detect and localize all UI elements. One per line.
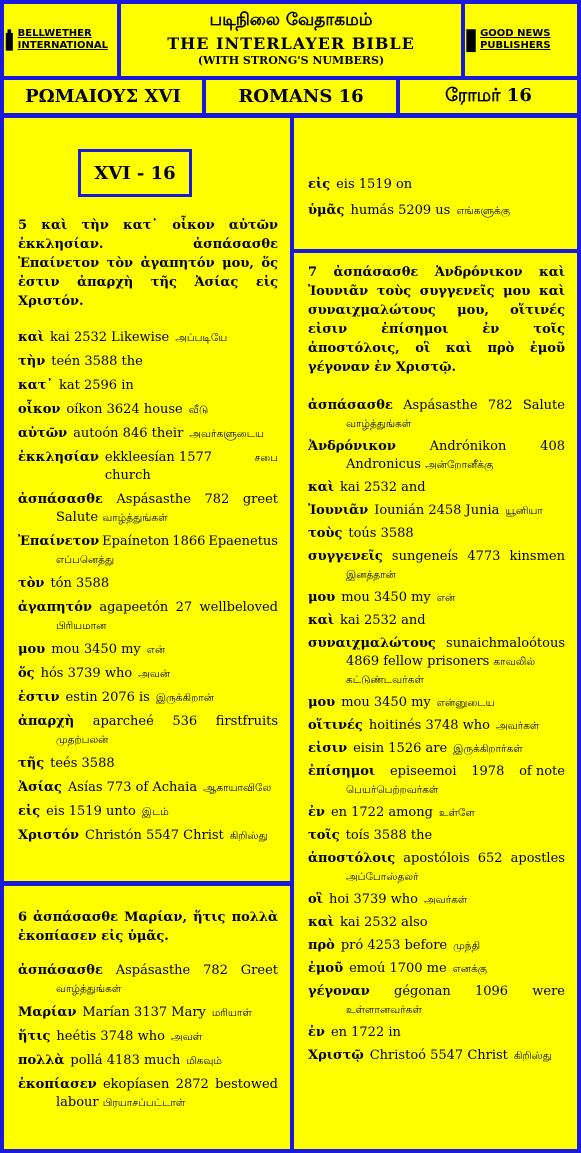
greek-word: συναιχμαλώτους bbox=[308, 636, 436, 651]
word-entry bbox=[18, 377, 278, 395]
tamil-gloss: என் bbox=[146, 644, 166, 656]
word-line bbox=[18, 575, 278, 593]
transliteration: agapeetón bbox=[99, 600, 169, 615]
greek-word: Ἀνδρόνικον bbox=[308, 439, 396, 454]
word-line bbox=[308, 397, 565, 415]
word-entry bbox=[18, 641, 278, 659]
word-line bbox=[308, 635, 565, 653]
verse-6-words bbox=[18, 962, 278, 1112]
word-line bbox=[308, 1047, 565, 1065]
word-gloss: kai 2532 and bbox=[340, 613, 426, 628]
greek-word: μου bbox=[18, 642, 46, 657]
greek-word: καὶ bbox=[308, 480, 335, 495]
word-gloss: toís 3588 the bbox=[345, 828, 433, 843]
english-gloss: greet bbox=[242, 492, 278, 507]
transliteration: sunaichmaloótous bbox=[446, 636, 565, 651]
word-entry bbox=[18, 962, 278, 998]
word-line bbox=[308, 891, 565, 909]
left-panel-verse5 bbox=[4, 118, 290, 881]
word-line bbox=[18, 803, 278, 821]
tamil-gloss: அப்போஸ்தலர் bbox=[346, 871, 419, 883]
greek-word: Ἐπαίνετον bbox=[18, 534, 100, 549]
english-gloss: were bbox=[532, 984, 565, 999]
word-line bbox=[18, 779, 278, 797]
word-continuation bbox=[308, 566, 565, 584]
word-line bbox=[18, 353, 278, 371]
word-entry bbox=[18, 599, 278, 635]
tamil-gloss: ஆகாயாவிலே bbox=[203, 782, 272, 794]
word-entry bbox=[18, 491, 278, 527]
word-entry bbox=[18, 449, 278, 485]
transliteration: Aspásasthe bbox=[403, 398, 478, 413]
verse-5-words bbox=[18, 329, 278, 845]
word-entry bbox=[18, 755, 278, 773]
greek-word: πρὸ bbox=[308, 938, 335, 953]
tamil-gloss: வீடு bbox=[188, 404, 209, 416]
tamil-gloss: சபை bbox=[254, 452, 278, 464]
word-entry bbox=[18, 425, 278, 443]
word-line bbox=[18, 425, 278, 443]
english-gloss-cont: Andronicus bbox=[346, 457, 426, 472]
greek-word: συγγενεῖς bbox=[308, 549, 383, 564]
word-gloss: autoón 846 their bbox=[73, 426, 184, 441]
strongs-number: 27 bbox=[175, 600, 193, 615]
word-gloss: teés 3588 bbox=[50, 756, 115, 771]
word-continuation bbox=[18, 731, 278, 749]
tamil-gloss: அவர்கள் bbox=[496, 720, 540, 732]
strongs-number: 4773 bbox=[467, 549, 501, 564]
greek-word: γέγοναν bbox=[308, 984, 370, 999]
ref-greek: ΡΩΜΑΙΟΥΣ XVI bbox=[4, 80, 202, 113]
word-line bbox=[18, 533, 278, 551]
word-line bbox=[308, 983, 565, 1001]
greek-word: ἀσπάσασθε bbox=[308, 398, 393, 413]
word-line bbox=[18, 962, 278, 980]
transliteration: Aspásasthe bbox=[115, 963, 191, 978]
word-gloss: humás 5209 us bbox=[350, 203, 451, 218]
english-gloss-cont: Salute bbox=[56, 510, 103, 525]
word-gloss: Iounián 2458 Junia bbox=[374, 503, 500, 518]
word-continuation bbox=[18, 617, 278, 635]
tamil-gloss: அன்றோனீக்கு bbox=[425, 459, 494, 471]
word-entry bbox=[308, 525, 565, 543]
english-gloss: kinsmen bbox=[509, 549, 565, 564]
transliteration: aparcheé bbox=[92, 714, 154, 729]
word-gloss: eis 1519 unto bbox=[46, 804, 136, 819]
greek-word: Ἰουνιᾶν bbox=[308, 503, 369, 518]
word-gloss: heétis 3748 who bbox=[56, 1029, 165, 1044]
strongs-number: 1978 bbox=[471, 764, 505, 779]
bellwether-logo bbox=[4, 4, 117, 76]
word-entry bbox=[308, 891, 565, 909]
word-continuation bbox=[308, 868, 565, 886]
word-entry bbox=[18, 401, 278, 419]
word-entry bbox=[18, 329, 278, 347]
word-entry bbox=[18, 575, 278, 593]
word-continuation bbox=[308, 456, 565, 474]
transliteration: Andrónikon bbox=[429, 439, 507, 454]
word-gloss: toús 3588 bbox=[348, 526, 414, 541]
greek-word: ἥτις bbox=[18, 1029, 51, 1044]
greek-word: ἐκκλησίαν bbox=[18, 450, 99, 465]
verse-6-words-cont bbox=[308, 176, 565, 220]
word-continuation bbox=[308, 415, 565, 433]
greek-word: τοὺς bbox=[308, 526, 343, 541]
greek-word: ἐμοῦ bbox=[308, 961, 344, 976]
greek-word: οἶκον bbox=[18, 402, 61, 417]
title-block bbox=[121, 4, 461, 76]
greek-word: αὐτῶν bbox=[18, 426, 68, 441]
word-entry bbox=[308, 960, 565, 978]
greek-word: ἀπαρχὴ bbox=[18, 714, 75, 729]
word-entry bbox=[18, 779, 278, 797]
word-line bbox=[308, 502, 565, 520]
bellwether-logo-text: BELLWETHER INTERNATIONAL bbox=[17, 28, 108, 51]
transliteration: sungeneís bbox=[391, 549, 459, 564]
tamil-gloss: வாழ்த்துங்கள் bbox=[102, 512, 168, 524]
transliteration: episeemoi bbox=[389, 764, 457, 779]
right-panel-top bbox=[294, 118, 577, 249]
greek-word: ἐπίσημοι bbox=[308, 764, 376, 779]
greek-word: μου bbox=[308, 695, 336, 710]
word-line bbox=[18, 755, 278, 773]
verse-6-text: 6 ἀσπάσασθε Μαρίαν, ἥτις πολλὰ ἐκοπίασεν εἰς ὑμᾶς. bbox=[18, 910, 278, 944]
word-line bbox=[18, 1028, 278, 1046]
word-line bbox=[18, 689, 278, 707]
transliteration: Epaíneton bbox=[102, 534, 170, 549]
word-entry bbox=[18, 1076, 278, 1112]
greek-word: πολλὰ bbox=[18, 1053, 65, 1068]
word-continuation bbox=[308, 781, 565, 799]
word-line bbox=[308, 914, 565, 932]
ref-english: ROMANS 16 bbox=[206, 80, 396, 113]
word-line bbox=[308, 1024, 565, 1042]
word-gloss: en 1722 among bbox=[330, 805, 433, 820]
word-entry bbox=[18, 665, 278, 683]
word-line bbox=[308, 763, 565, 781]
word-line bbox=[18, 401, 278, 419]
word-entry bbox=[308, 717, 565, 735]
tamil-gloss: கிறிஸ்து bbox=[513, 1050, 552, 1062]
word-entry bbox=[18, 803, 278, 821]
word-entry bbox=[308, 397, 565, 433]
greek-word: ἐν bbox=[308, 805, 325, 820]
greek-word: ὅς bbox=[18, 666, 35, 681]
word-line bbox=[308, 850, 565, 868]
strongs-number: 408 bbox=[540, 439, 565, 454]
tamil-gloss: வாழ்த்துங்கள் bbox=[346, 418, 412, 430]
word-entry bbox=[308, 202, 565, 220]
word-entry bbox=[18, 713, 278, 749]
verse-7-text: 7 ἀσπάσασθε Ἀνδρόνικον καὶ Ἰουνιᾶν τοὺς συγγενεῖς μου καὶ συναιχμαλώτους μου, οἵτινές εἰσιν ἐπίσημοι ἐν τοῖς ἀποστόλοις, οἳ καὶ πρὸ ἐμοῦ γέγοναν ἐν Χριστῷ. bbox=[308, 265, 565, 375]
greek-word: ἐστιν bbox=[18, 690, 60, 705]
tamil-gloss: என் bbox=[436, 592, 456, 604]
transliteration: Aspásasthe bbox=[116, 492, 191, 507]
word-line bbox=[308, 694, 565, 712]
word-gloss: mou 3450 my bbox=[341, 590, 431, 605]
title-tamil: படிநிலை வேதாகமம் bbox=[209, 10, 373, 30]
tamil-gloss: மரியாள் bbox=[211, 1007, 252, 1019]
strongs-number: 536 bbox=[172, 714, 198, 729]
greek-word: μου bbox=[308, 590, 336, 605]
word-line bbox=[18, 665, 278, 683]
word-line bbox=[18, 449, 278, 485]
word-entry bbox=[308, 763, 565, 799]
tamil-gloss: பிரியமான bbox=[56, 620, 107, 632]
greek-word: εἰς bbox=[308, 177, 331, 192]
word-entry bbox=[308, 1024, 565, 1042]
word-line bbox=[18, 1076, 278, 1094]
word-gloss: Christón 5547 Christ bbox=[85, 828, 224, 843]
word-gloss: kai 2532 and bbox=[340, 480, 426, 495]
tamil-gloss: உள்ளானவர்கள் bbox=[346, 1004, 422, 1016]
greek-word: καὶ bbox=[308, 613, 335, 628]
word-entry bbox=[18, 1052, 278, 1070]
tamil-gloss: எங்களுக்கு bbox=[456, 205, 510, 217]
verse-5-text: 5 καὶ τὴν κατ᾽ οἶκον αὐτῶν ἐκκλησίαν. ἀσπάσασθε Ἐπαίνετον τὸν ἀγαπητόν μου, ὅς ἐστιν ἀπαρχὴ τῆς Ἀσίας εἰς Χριστόν. bbox=[18, 218, 278, 309]
word-gloss: Asías 773 of Achaia bbox=[67, 780, 198, 795]
greek-word: εἰσιν bbox=[308, 741, 348, 756]
tamil-gloss: இருக்கிறான் bbox=[155, 692, 214, 704]
word-line bbox=[18, 827, 278, 845]
word-line bbox=[308, 525, 565, 543]
word-gloss: oíkon 3624 house bbox=[66, 402, 183, 417]
english-gloss: apostles bbox=[510, 851, 565, 866]
subtitle: (WITH STRONG'S NUMBERS) bbox=[197, 54, 385, 67]
tamil-gloss: அவள் bbox=[170, 1031, 203, 1043]
word-gloss: pollá 4183 much bbox=[70, 1053, 181, 1068]
word-gloss: ekkleesían 1577 church bbox=[104, 450, 213, 483]
good-news-logo-text: GOOD NEWS PUBLISHERS bbox=[480, 28, 551, 51]
greek-word: Χριστῷ bbox=[308, 1048, 364, 1063]
word-entry bbox=[308, 479, 565, 497]
greek-word: ἀγαπητόν bbox=[18, 600, 92, 615]
word-line bbox=[308, 804, 565, 822]
greek-word: Ἀσίας bbox=[18, 780, 62, 795]
greek-word: Χριστόν bbox=[18, 828, 80, 843]
tamil-gloss: பிரயாசப்பட்டாள் bbox=[102, 1097, 186, 1109]
greek-word: καὶ bbox=[18, 330, 45, 345]
word-entry bbox=[308, 612, 565, 630]
tamil-gloss: பெயர்பெற்றவர்கள் bbox=[346, 784, 439, 796]
tamil-gloss: அவர்களுடைய bbox=[189, 428, 265, 440]
word-gloss: eis 1519 on bbox=[336, 177, 413, 192]
tamil-gloss: மிகவும் bbox=[186, 1055, 222, 1067]
bell-icon bbox=[4, 20, 15, 60]
word-line bbox=[308, 937, 565, 955]
word-entry bbox=[308, 1047, 565, 1065]
greek-word: καὶ bbox=[308, 915, 335, 930]
word-entry bbox=[18, 1028, 278, 1046]
word-entry bbox=[308, 937, 565, 955]
word-entry bbox=[18, 689, 278, 707]
word-line bbox=[308, 438, 565, 456]
tamil-gloss: யூனியா bbox=[505, 505, 543, 517]
tamil-gloss: கிறிஸ்து bbox=[229, 830, 268, 842]
greek-word: κατ᾽ bbox=[18, 378, 53, 393]
greek-word: ἀσπάσασθε bbox=[18, 963, 103, 978]
word-entry bbox=[308, 176, 565, 194]
word-gloss: kai 2532 Likewise bbox=[50, 330, 170, 345]
word-entry bbox=[308, 914, 565, 932]
greek-word: ἀσπάσασθε bbox=[18, 492, 103, 507]
word-gloss: tón 3588 bbox=[50, 576, 110, 591]
title-english: THE INTERLAYER BIBLE bbox=[167, 34, 415, 53]
greek-word: τὸν bbox=[18, 576, 45, 591]
word-entry bbox=[18, 827, 278, 845]
greek-word: οἳ bbox=[308, 892, 323, 907]
word-gloss: kat 2596 in bbox=[59, 378, 134, 393]
word-entry bbox=[18, 533, 278, 569]
greek-word: ὑμᾶς bbox=[308, 203, 345, 218]
word-continuation bbox=[18, 509, 278, 527]
word-line bbox=[308, 960, 565, 978]
word-gloss: hoi 3739 who bbox=[328, 892, 419, 907]
word-continuation bbox=[18, 980, 278, 998]
transliteration: apostólois bbox=[403, 851, 470, 866]
word-line bbox=[308, 479, 565, 497]
greek-word: τὴν bbox=[18, 354, 46, 369]
strongs-number: 1096 bbox=[474, 984, 509, 999]
english-gloss: Epaenetus bbox=[208, 534, 278, 549]
word-gloss: estin 2076 is bbox=[65, 690, 150, 705]
tamil-gloss: உள்ளே bbox=[438, 807, 475, 819]
greek-word: Μαρίαν bbox=[18, 1005, 77, 1020]
greek-word: ἐν bbox=[308, 1025, 325, 1040]
word-gloss: emoú 1700 me bbox=[349, 961, 447, 976]
tamil-gloss: எப்பனெத்து bbox=[56, 554, 115, 566]
word-continuation bbox=[308, 653, 565, 689]
word-line bbox=[18, 713, 278, 731]
word-line bbox=[18, 1052, 278, 1070]
word-line bbox=[18, 1004, 278, 1022]
word-line bbox=[308, 612, 565, 630]
word-line bbox=[18, 599, 278, 617]
strongs-number: 2872 bbox=[175, 1077, 209, 1092]
word-line bbox=[308, 548, 565, 566]
word-entry bbox=[18, 353, 278, 371]
word-entry bbox=[308, 438, 565, 474]
tamil-gloss: என்னுடைய bbox=[436, 697, 495, 709]
word-entry bbox=[308, 850, 565, 886]
transliteration: gégonan bbox=[394, 984, 451, 999]
word-line bbox=[308, 827, 565, 845]
tamil-gloss: முந்தி bbox=[453, 940, 481, 952]
tamil-gloss: இனத்தான் bbox=[346, 569, 396, 581]
ref-tamil: ரோமர் 16 bbox=[400, 80, 577, 113]
english-gloss-cont: labour bbox=[56, 1095, 103, 1110]
word-gloss: Christoó 5547 Christ bbox=[369, 1048, 508, 1063]
tamil-gloss: அவர்கள் bbox=[424, 894, 468, 906]
english-gloss: firstfruits bbox=[215, 714, 278, 729]
word-line bbox=[308, 740, 565, 758]
greek-word: τοῖς bbox=[308, 828, 340, 843]
word-gloss: teén 3588 the bbox=[51, 354, 143, 369]
right-panel-verse7 bbox=[294, 253, 577, 1149]
word-line bbox=[308, 202, 565, 220]
word-entry bbox=[308, 804, 565, 822]
strongs-number: 782 bbox=[487, 398, 513, 413]
good-news-logo bbox=[465, 4, 577, 76]
strongs-number: 1866 bbox=[172, 534, 206, 549]
left-panel-verse6 bbox=[4, 886, 290, 1149]
word-line bbox=[18, 377, 278, 395]
word-entry bbox=[308, 589, 565, 607]
greek-word: τῆς bbox=[18, 756, 45, 771]
word-entry bbox=[18, 1004, 278, 1022]
english-gloss: Greet bbox=[240, 963, 278, 978]
word-line bbox=[18, 329, 278, 347]
word-entry bbox=[308, 635, 565, 689]
word-gloss: mou 3450 my bbox=[51, 642, 141, 657]
greek-word: οἵτινές bbox=[308, 718, 363, 733]
chapter-badge: XVI - 16 bbox=[78, 149, 192, 197]
word-gloss: en 1722 in bbox=[330, 1025, 401, 1040]
word-entry bbox=[308, 740, 565, 758]
word-line bbox=[308, 717, 565, 735]
word-gloss: mou 3450 my bbox=[341, 695, 431, 710]
word-entry bbox=[308, 548, 565, 584]
word-gloss: hós 3739 who bbox=[40, 666, 133, 681]
tamil-gloss: காவலில் கட்டுண்டவர்கள் bbox=[346, 656, 536, 686]
word-gloss: Marían 3137 Mary bbox=[82, 1005, 206, 1020]
word-gloss: eisin 1526 are bbox=[353, 741, 448, 756]
english-gloss-cont: 4869 fellow prisoners bbox=[346, 654, 494, 669]
english-gloss: of note bbox=[519, 764, 565, 779]
greek-word: εἰς bbox=[18, 804, 41, 819]
tamil-gloss: அவன் bbox=[138, 668, 171, 680]
strongs-number: 782 bbox=[203, 963, 228, 978]
greek-word: ἀποστόλοις bbox=[308, 851, 396, 866]
greek-word: ἐκοπίασεν bbox=[18, 1077, 97, 1092]
word-continuation bbox=[18, 551, 278, 569]
word-line bbox=[308, 176, 565, 194]
english-gloss: bestowed bbox=[215, 1077, 278, 1092]
word-entry bbox=[308, 827, 565, 845]
tamil-gloss: வாழ்த்துங்கள் bbox=[56, 983, 122, 995]
word-line bbox=[18, 491, 278, 509]
word-line bbox=[308, 589, 565, 607]
word-continuation bbox=[18, 1094, 278, 1112]
word-entry bbox=[308, 502, 565, 520]
english-gloss: wellbeloved bbox=[199, 600, 278, 615]
tamil-gloss: முதற்பலன் bbox=[56, 734, 109, 746]
tamil-gloss: எனக்கு bbox=[452, 963, 488, 975]
word-gloss: pró 4253 before bbox=[340, 938, 448, 953]
word-entry bbox=[308, 983, 565, 1019]
word-gloss: hoitinés 3748 who bbox=[368, 718, 490, 733]
strongs-number: 652 bbox=[477, 851, 503, 866]
tamil-gloss: இடம் bbox=[141, 806, 169, 818]
tamil-gloss: அப்படியே bbox=[175, 332, 228, 344]
transliteration: ekopíasen bbox=[102, 1077, 170, 1092]
publisher-icon bbox=[465, 20, 477, 60]
strongs-number: 782 bbox=[204, 492, 230, 507]
word-entry bbox=[308, 694, 565, 712]
word-line bbox=[18, 641, 278, 659]
verse-7-words bbox=[308, 397, 565, 1065]
word-continuation bbox=[308, 1001, 565, 1019]
tamil-gloss: இருக்கிறார்கள் bbox=[453, 743, 523, 755]
english-gloss: Salute bbox=[522, 398, 565, 413]
word-gloss: kai 2532 also bbox=[340, 915, 428, 930]
